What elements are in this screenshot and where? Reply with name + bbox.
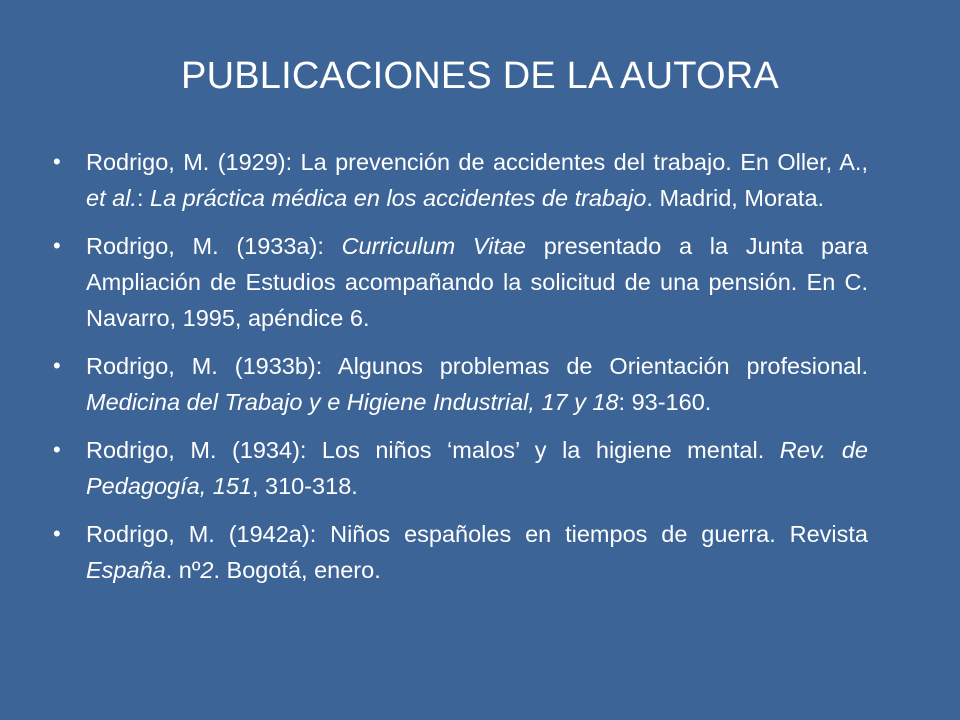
- text-segment: . Madrid, Morata.: [646, 185, 825, 211]
- publication-item: [48, 348, 868, 420]
- text-segment: :: [136, 185, 151, 211]
- text-segment: Rodrigo, M. (1929): La prevención de accidentes del trabajo. En Oller, A.,: [86, 149, 868, 175]
- text-segment: presentado a la Junta para Ampliación de Estudios acompañando la solicitud de una pensión. En C. Navarro, 1995, apéndice 6.: [86, 233, 868, 331]
- publication-item: [48, 516, 868, 588]
- publication-text: [86, 353, 868, 415]
- publication-text: [86, 437, 868, 499]
- publication-text: [86, 521, 868, 583]
- bullet-icon: •: [53, 353, 61, 378]
- text-segment: : 93-160.: [618, 389, 712, 415]
- italic-segment: Medicina del Trabajo y e Higiene Industrial, 17 y 18: [86, 389, 619, 415]
- publication-item: [48, 432, 868, 504]
- text-segment: Rodrigo, M. (1933a):: [86, 233, 342, 259]
- text-segment: Rodrigo, M. (1934): Los niños ‘malos’ y la higiene mental.: [86, 437, 780, 463]
- bullet-icon: •: [53, 437, 61, 462]
- text-segment: Rodrigo, M. (1933b): Algunos problemas de Orientación profesional.: [86, 353, 868, 379]
- text-segment: . Bogotá, enero.: [213, 557, 381, 583]
- slide-title: PUBLICACIONES DE LA AUTORA: [181, 55, 779, 97]
- publication-item: [48, 228, 868, 336]
- text-segment: Rodrigo, M. (1942a): Niños españoles en tiempos de guerra. Revista: [86, 521, 868, 547]
- publication-text: [86, 149, 868, 211]
- text-segment: , 310-318.: [251, 473, 358, 499]
- bullet-icon: •: [53, 149, 61, 174]
- italic-segment: et al.: [86, 185, 137, 211]
- text-segment: . nº: [165, 557, 201, 583]
- publication-item: [48, 144, 868, 216]
- italic-segment: La práctica médica en los accidentes de trabajo: [150, 185, 647, 211]
- italic-segment: 2: [200, 557, 214, 583]
- italic-segment: Curriculum Vitae: [341, 233, 527, 259]
- italic-segment: Rev. de Pedagogía, 151: [86, 437, 868, 499]
- publication-text: [86, 233, 868, 331]
- italic-segment: España: [86, 557, 166, 583]
- publication-list: [48, 144, 868, 600]
- bullet-icon: •: [53, 521, 61, 546]
- bullet-icon: •: [53, 233, 61, 258]
